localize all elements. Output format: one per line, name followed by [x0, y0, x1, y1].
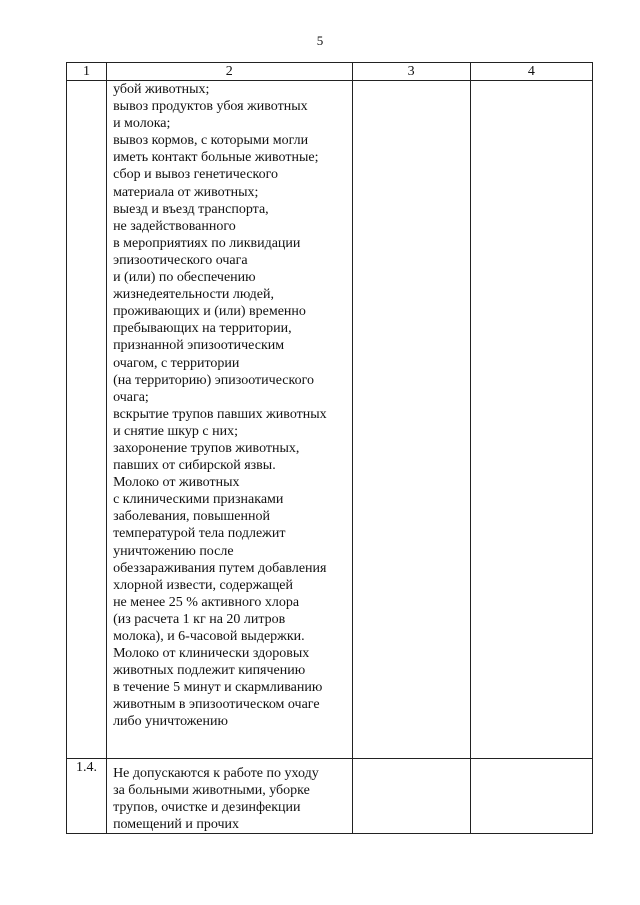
description-line: животных подлежит кипячению — [113, 663, 306, 679]
description-line: павших от сибирской язвы. — [113, 458, 276, 474]
description-line: молока), и 6-часовой выдержки. — [113, 629, 305, 644]
description-line: не менее 25 % активного хлора — [113, 594, 300, 610]
description-line: с клиническими признаками — [113, 492, 284, 508]
description-line: хлорной извести, содержащей — [113, 577, 293, 593]
description-line: в течение 5 минут и скармливанию — [113, 680, 323, 696]
document-table — [66, 62, 593, 834]
row-column-3 — [352, 81, 470, 759]
column-header-4: 4 — [470, 63, 592, 81]
description-line: выезд и въезд транспорта, — [113, 201, 269, 217]
description-line: очагом, с территории — [113, 355, 240, 371]
description-line: либо уничтожению — [113, 714, 228, 730]
description-line: признанной эпизоотическим — [113, 338, 285, 354]
description-line: обеззараживания путем добавления — [113, 560, 327, 576]
description-line: очага; — [113, 389, 149, 405]
description-line: температурой тела подлежит — [113, 526, 286, 542]
description-line: захоронение трупов животных, — [113, 440, 300, 456]
row-column-3 — [352, 759, 470, 834]
description-line: животным в эпизоотическом очаге — [113, 697, 320, 713]
column-header-1: 1 — [67, 63, 107, 81]
description-line: вывоз продуктов убоя животных — [113, 99, 308, 115]
description-line: уничтожению после — [113, 543, 234, 559]
description-line: эпизоотического очага — [113, 252, 248, 268]
description-line: и молока; — [113, 116, 171, 132]
row-number: 1.4. — [67, 759, 107, 834]
description-line: заболевания, повышенной — [113, 509, 270, 525]
description-line: материала от животных; — [113, 184, 259, 200]
table-header-row — [67, 63, 593, 81]
description-line: Не допускаются к работе по уходу — [113, 766, 319, 781]
description-line: трупов, очистке и дезинфекции — [113, 800, 301, 816]
description-line: пребывающих на территории, — [113, 321, 292, 337]
row-number — [67, 81, 107, 759]
description-line: в мероприятиях по ликвидации — [113, 235, 301, 251]
description-line: вывоз кормов, с которыми могли — [113, 133, 309, 149]
column-header-3: 3 — [352, 63, 470, 81]
description-line: вскрытие трупов павших животных — [113, 406, 327, 422]
description-line: сбор и вывоз генетического — [113, 167, 279, 183]
description-line: помещений и прочих — [113, 817, 239, 833]
table-row — [67, 81, 593, 759]
description-line: за больными животными, уборке — [113, 783, 310, 799]
row-description — [107, 759, 352, 834]
page-number: 5 — [316, 33, 324, 48]
row-column-4 — [470, 759, 592, 834]
description-line: (на территорию) эпизоотического — [113, 372, 314, 388]
table-row — [67, 759, 593, 834]
description-line: и снятие шкур с них; — [113, 423, 238, 439]
description-text — [107, 759, 351, 833]
description-line: убой животных; — [113, 82, 210, 97]
column-header-2: 2 — [107, 63, 352, 81]
row-column-4 — [470, 81, 592, 759]
description-line: Молоко от животных — [113, 475, 240, 491]
description-text — [107, 81, 351, 731]
description-line: и (или) по обеспечению — [113, 270, 256, 286]
description-line: Молоко от клинически здоровых — [113, 646, 310, 662]
description-line: жизнедеятельности людей, — [113, 287, 274, 303]
description-line: не задействованного — [113, 218, 236, 234]
description-line: иметь контакт больные животные; — [113, 150, 319, 166]
row-description — [107, 81, 352, 759]
description-line: проживающих и (или) временно — [113, 304, 306, 320]
description-line: (из расчета 1 кг на 20 литров — [113, 611, 286, 627]
